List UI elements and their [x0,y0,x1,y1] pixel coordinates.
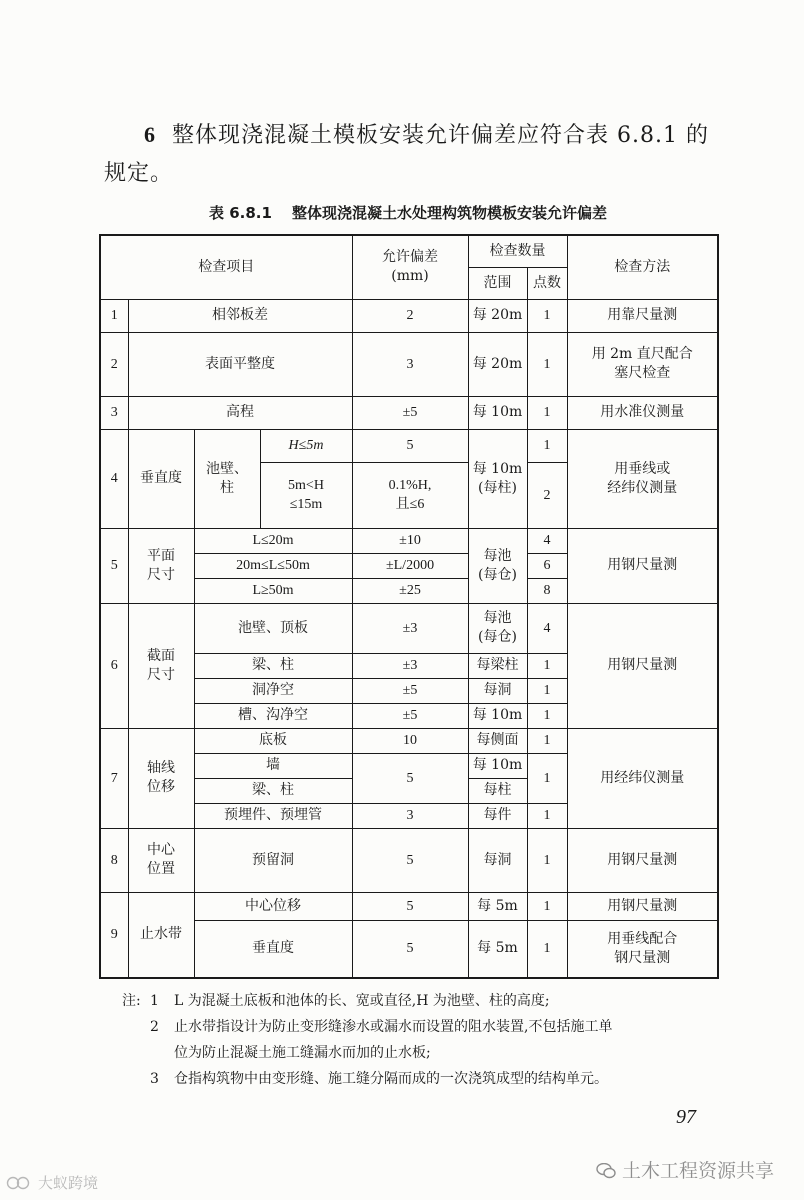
row-tolerance-line1: 0.1%H, [388,478,432,493]
row-range-line1: 每池 [483,547,512,564]
row-condition-line2: ≤15m [289,497,323,512]
row-condition: 20m≤L≤50m [194,553,352,578]
row-range [468,603,527,653]
header-range: 范围 [468,267,527,299]
header-quantity: 检查数量 [468,235,567,267]
row-tolerance: 2 [352,299,468,332]
row-range: 每 5m [468,920,527,978]
row-subgroup [194,429,260,528]
table-caption-title: 整体现浇混凝土水处理构筑物模板安装允许偏差 [291,204,607,222]
row-group [128,528,194,603]
note-index: 1 [150,993,159,1009]
row-tolerance: ±L/2000 [352,553,468,578]
header-tolerance [352,235,468,299]
tolerance-table [99,234,719,979]
notes-label: 注: [122,993,141,1009]
row-item: 墙 [194,753,352,778]
row-tolerance-line2: 且≤6 [395,497,425,512]
clause-number: 6 [144,122,156,147]
row-number: 4 [100,429,128,528]
row-points: 1 [527,703,567,728]
row-number: 8 [100,828,128,892]
row-item: 槽、沟净空 [194,703,352,728]
row-tolerance: 3 [352,332,468,396]
row-condition-line1: 5m<H [288,478,324,493]
row-number: 9 [100,892,128,978]
row-method-line1: 用 2m 直尺配合 [591,346,693,362]
row-range: 每侧面 [468,728,527,753]
row-range-line1: 每池 [483,610,512,626]
watermark-logo [6,1172,98,1193]
row-tolerance: 5 [352,920,468,978]
row-points: 1 [527,920,567,978]
row-range-line2: (每柱) [478,479,517,496]
row-item: 底板 [194,728,352,753]
row-condition: L≤20m [194,528,352,553]
row-number: 6 [100,603,128,728]
note-index: 3 [150,1071,159,1087]
row-group [128,828,194,892]
row-item: 梁、柱 [194,778,352,803]
row-item: 垂直度 [194,920,352,978]
row-tolerance: ±10 [352,528,468,553]
row-method [567,920,718,978]
note-item [122,1066,722,1092]
row-condition [260,462,352,528]
row-group: 垂直度 [128,429,194,528]
wechat-icon [596,1162,616,1178]
table-row [100,892,718,920]
row-range: 每 5m [468,892,527,920]
row-points: 8 [527,578,567,603]
row-points: 1 [527,892,567,920]
table-row [100,528,718,553]
page-number: 97 [676,1106,696,1128]
row-item: 高程 [128,396,352,429]
row-method-line2: 塞尺检查 [614,365,671,381]
row-tolerance: 5 [352,892,468,920]
row-points: 1 [527,396,567,429]
table-row [100,396,718,429]
note-text: L 为混凝土底板和池体的长、宽或直径,H 为池壁、柱的高度; [174,993,550,1009]
row-method: 用靠尺量测 [567,299,718,332]
row-tolerance: ±5 [352,703,468,728]
row-points: 1 [527,728,567,753]
row-item: 池壁、顶板 [194,603,352,653]
row-points: 1 [527,678,567,703]
header-tolerance-label: 允许偏差 [382,249,438,266]
row-group-line2: 位移 [147,779,175,795]
watermark-wechat [596,1156,774,1183]
row-method-line2: 钢尺量测 [614,949,671,966]
row-group-line1: 截面 [147,647,175,664]
table-row [100,728,718,753]
row-item: 中心位移 [194,892,352,920]
row-points: 1 [527,653,567,678]
row-points: 1 [527,299,567,332]
note-text: 仓指构筑物中由变形缝、施工缝分隔而成的一次浇筑成型的结构单元。 [174,1071,608,1087]
row-condition: L≥50m [194,578,352,603]
row-method-line1: 用垂线或 [614,460,671,477]
row-points: 4 [527,528,567,553]
row-tolerance: ±25 [352,578,468,603]
row-group-line1: 中心 [147,842,175,858]
logo-icon [6,1175,34,1191]
row-range: 每梁柱 [468,653,527,678]
row-item: 预埋件、预埋管 [194,803,352,828]
row-tolerance: 5 [352,429,468,462]
table-row [100,603,718,653]
row-points: 1 [527,828,567,892]
row-tolerance: 5 [352,828,468,892]
row-points: 2 [527,462,567,528]
row-group-line1: 平面 [147,547,175,564]
row-tolerance: ±3 [352,603,468,653]
table-caption-number: 表 6.8.1 [209,204,272,222]
note-index: 2 [150,1019,159,1035]
row-group-line2: 尺寸 [147,666,175,683]
row-range: 每 20m [468,332,527,396]
header-method: 检查方法 [567,235,718,299]
row-range [468,429,527,528]
row-tolerance: ±5 [352,396,468,429]
row-range: 每洞 [468,828,527,892]
row-item: 梁、柱 [194,653,352,678]
table-row [100,429,718,462]
header-item: 检查项目 [100,235,352,299]
row-tolerance: 5 [352,753,468,803]
row-condition: H≤5m [260,429,352,462]
row-method-line1: 用垂线配合 [607,930,678,947]
row-tolerance: ±5 [352,678,468,703]
row-method: 用钢尺量测 [567,828,718,892]
row-item: 表面平整度 [128,332,352,396]
header-tolerance-unit: (mm) [391,268,429,285]
row-points: 1 [527,429,567,462]
row-tolerance: 10 [352,728,468,753]
row-points: 4 [527,603,567,653]
table-row [100,299,718,332]
row-group-line2: 尺寸 [147,566,175,583]
row-points: 6 [527,553,567,578]
row-subgroup-line1: 池壁、 [206,460,248,477]
row-group-line2: 位置 [147,861,175,877]
row-range: 每 20m [468,299,527,332]
row-method: 用经纬仪测量 [567,728,718,828]
row-range-line2: (每仓) [478,629,517,645]
row-tolerance: 3 [352,803,468,828]
row-group: 止水带 [128,892,194,978]
table-row [100,828,718,892]
note-item [122,1014,722,1040]
row-group-line1: 轴线 [147,760,175,776]
row-range-line2: (每仓) [478,566,517,583]
table-caption [98,202,718,223]
row-method-line2: 经纬仪测量 [607,479,678,496]
row-number: 2 [100,332,128,396]
row-method [567,429,718,528]
row-method: 用水准仪测量 [567,396,718,429]
row-range: 每柱 [468,778,527,803]
clause-text: 整体现浇混凝土模板安装允许偏差应符合表 6.8.1 的规定。 [104,123,709,186]
watermark-text: 土木工程资源共享 [622,1160,775,1182]
row-range [468,528,527,603]
row-tolerance: ±3 [352,653,468,678]
row-range: 每 10m [468,703,527,728]
row-item: 预留洞 [194,828,352,892]
row-number: 5 [100,528,128,603]
row-group [128,728,194,828]
row-number: 7 [100,728,128,828]
note-text: 止水带指设计为防止变形缝渗水或漏水而设置的阻水装置,不包括施工单 [174,1019,613,1035]
table-notes [122,988,722,1092]
row-range: 每 10m [468,396,527,429]
row-range: 每件 [468,803,527,828]
note-text-continued: 位为防止混凝土施工缝漏水而加的止水板; [174,1045,431,1061]
row-subgroup-line2: 柱 [220,479,234,496]
note-item [122,988,722,1014]
row-points: 1 [527,332,567,396]
row-number: 1 [100,299,128,332]
row-method: 用钢尺量测 [567,528,718,603]
row-range-line1: 每 10m [472,460,523,477]
row-range: 每 10m [468,753,527,778]
row-item: 相邻板差 [128,299,352,332]
row-group [128,603,194,728]
header-points: 点数 [527,267,567,299]
table-row [100,332,718,396]
row-item: 洞净空 [194,678,352,703]
row-points: 1 [527,803,567,828]
row-tolerance [352,462,468,528]
watermark-text: 大蚁跨境 [38,1174,99,1192]
row-method: 用钢尺量测 [567,892,718,920]
row-number: 3 [100,396,128,429]
row-method: 用钢尺量测 [567,603,718,728]
row-range: 每洞 [468,678,527,703]
row-points: 1 [527,753,567,803]
row-method [567,332,718,396]
clause-paragraph [104,116,724,193]
